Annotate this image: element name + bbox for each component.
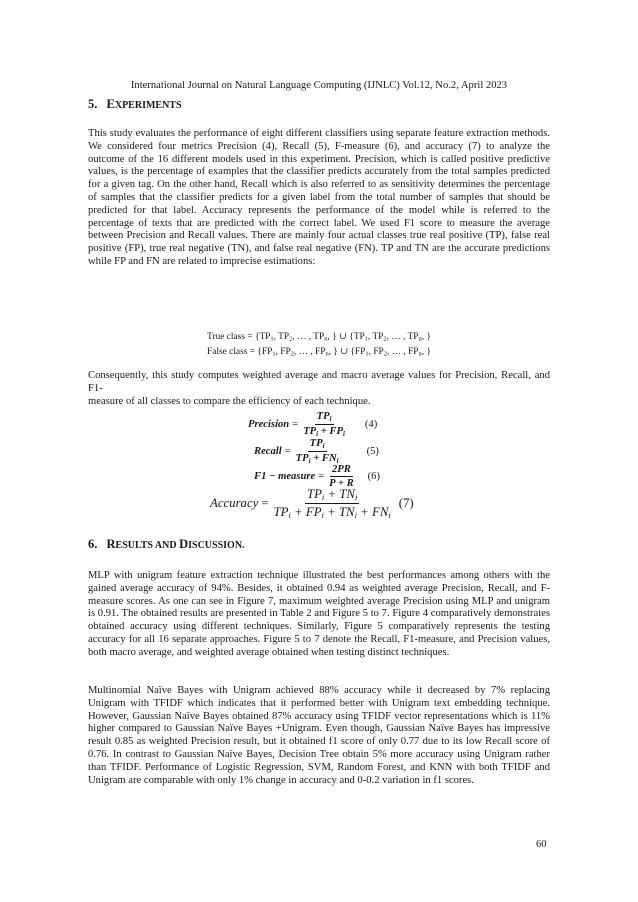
equation-number-4: (4): [364, 419, 378, 430]
section-5-heading: [88, 97, 182, 112]
section-5-paragraph-1: This study evaluates the performance of eight different classifiers using separate feature extraction methods. We considered four metrics Precision (4), Recall (5), F-measure (6), and accuracy (7) to analyze the outcome of the 16 different models used in this experiment. Precision, which is called positive predictive values, is the percentage of examples that the classifier predicts accurately from the total samples predicted for a given tag. On the other hand, Recall which is also referred to as sensitivity determines the percentage of samples that the classifier predicts for a given label from the total number of samples that should be predicted for that label. Accuracy represents the performance of the model while is referred to the percentage of texts that are predicted with the correct label. We used F1 score to measure the average between Precision and Recall values. There are mainly four actual classes true real positive (TP), false real positive (FP), true real negative (TN), and false real negative (FN). TP and TN are the accurate predictions while FP and FN are related to imprecise estimations:: [88, 128, 550, 267]
f1-label: F1 − measure: [254, 471, 316, 482]
equation-number-5: (5): [366, 446, 379, 457]
section-5-title-rest: XPERIMENTS: [114, 100, 182, 111]
false-class-definition: False class = {$FP_1$, $FP_2$, … , $FP_n$, } ∪ {$FP_1$, $FP_2$, … , $FP_n$, }: [207, 347, 431, 358]
section-6-number: 6.: [88, 537, 98, 551]
f1-formula: F1 − measure = $\frac{2PR}{P + R}$ (6): [254, 464, 380, 489]
section-5-title-initial: E: [106, 97, 115, 111]
equation-number-6: (6): [367, 471, 380, 482]
equation-number-7: (7): [398, 496, 414, 510]
section-6-heading: 6. RESULTS AND DISCUSSION.: [88, 537, 245, 551]
recall-label: Recall: [254, 446, 282, 457]
section-6-paragraph-2: Multinomial Naïve Bayes with Unigram achieved 88% accuracy while it decreased by 7% replacing Unigram with TFIDF which indicates that it performed better with Unigram text embedding technique. However, Gaussian Naïve Bayes obtained 87% accuracy using TFIDF vector representations which is 11% higher compared to Gaussian Naïve Bayes +Unigram. Even though, Gaussian Naïve Bayes has impressive result 0.85 as weighted Precision result, but it obtained f1 score of only 0.77 due to its low Recall score of 0.76. In contrast to Gaussian Naïve Bayes, Decision Tree obtain 5% more accuracy using Unigram rather than TFIDF. Performance of Logistic Regression, SVM, Random Forest, and KNN with both TFIDF and Unigram are comparable with only 1% change in accuracy and 0-0.2 variation in f1 scores.: [88, 685, 550, 786]
section-5-paragraph-2b: measure of all classes to compare the efficiency of each technique.: [88, 396, 371, 407]
page-number: 60: [536, 839, 547, 850]
accuracy-formula: Accuracy = $\frac{TP_i + TN_i}{TP_i + FP_i + TN_i + FN_i}$ (7): [210, 487, 414, 520]
section-5-paragraph-2a: Consequently, this study computes weighted average and macro average values for Precision, Recall, and F1-: [88, 370, 550, 394]
recall-formula: Recall = $\frac{TP_i}{TP_i + FN_i}$ (5): [254, 438, 379, 465]
running-header: International Journal on Natural Language Computing (IJNLC) Vol.12, No.2, April 2023: [130, 80, 508, 91]
precision-label: Precision: [248, 419, 290, 430]
section-5-number: 5.: [88, 97, 98, 111]
precision-formula: Precision = $\frac{TP_i}{TP_i + FP_i}$ (4): [248, 411, 378, 438]
section-6-paragraph-1: MLP with unigram feature extraction technique illustrated the best performances among others with the gained average accuracy of 94%. Besides, it obtained 0.94 as weighted average Precision, Recall, and F-measure scores. As one can see in Figure 7, maximum weighted average Precision using MLP and unigram is 0.91. The obtained results are presented in Table 2 and Figure 5 to 7. Figure 4 comparatively demonstrates obtained accuracy using different techniques. Similarly, Figure 5 comparatively represents the testing accuracy for all 16 separate approaches. Figure 5 to 7 denote the Recall, F1-measure, and Precision values, both macro average, and weighted average obtained when testing distinct techniques.: [88, 570, 550, 658]
accuracy-label: Accuracy: [210, 496, 259, 510]
true-class-definition: True class = {$TP_1$, $TP_2$, … , $TP_n$, } ∪ {$TP_1$, $TP_2$, … , $TP_n$, }: [207, 332, 431, 343]
